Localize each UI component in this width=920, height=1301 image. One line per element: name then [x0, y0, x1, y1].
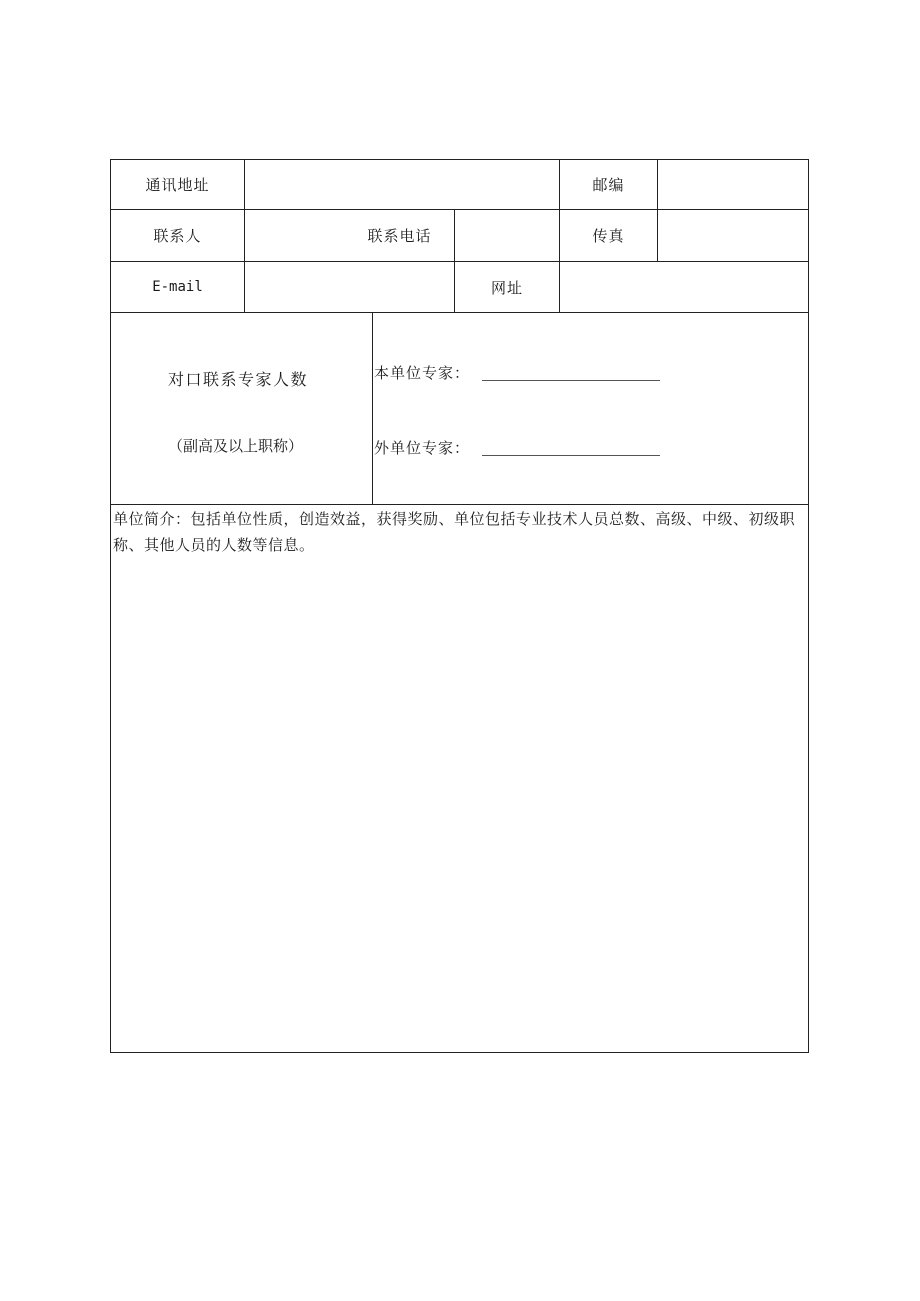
fax-field[interactable]: [658, 210, 808, 261]
postcode-label: 邮编: [592, 176, 625, 194]
row-divider-4: [111, 504, 808, 505]
postcode-field[interactable]: [658, 160, 808, 209]
email-field[interactable]: [245, 262, 454, 312]
fax-label: 传真: [592, 227, 625, 245]
email-label: E-mail: [152, 279, 203, 295]
website-field[interactable]: [560, 262, 808, 312]
address-field[interactable]: [245, 160, 559, 209]
address-label: 通讯地址: [145, 176, 210, 194]
internal-experts-field[interactable]: [482, 380, 660, 381]
expert-count-subtitle: （副高及以上职称）: [168, 437, 304, 455]
contact-field[interactable]: [245, 210, 345, 261]
expert-count-title: 对口联系专家人数: [168, 370, 309, 389]
unit-introduction[interactable]: 单位简介：包括单位性质，创造效益，获得奖励、单位包括专业技术人员总数、高级、中级、初级职称、其他人员的人数等信息。: [113, 510, 796, 554]
internal-experts-label: 本单位专家：: [374, 364, 471, 382]
external-experts-label: 外单位专家：: [374, 439, 471, 457]
unit-info-form: [110, 159, 809, 1053]
row-divider-3: [111, 312, 808, 313]
contact-label: 联系人: [153, 227, 202, 245]
phone-label: 联系电话: [367, 227, 432, 245]
external-experts-field[interactable]: [482, 455, 660, 456]
website-label: 网址: [490, 278, 523, 297]
phone-field[interactable]: [455, 210, 559, 261]
col-divider: [372, 312, 373, 504]
